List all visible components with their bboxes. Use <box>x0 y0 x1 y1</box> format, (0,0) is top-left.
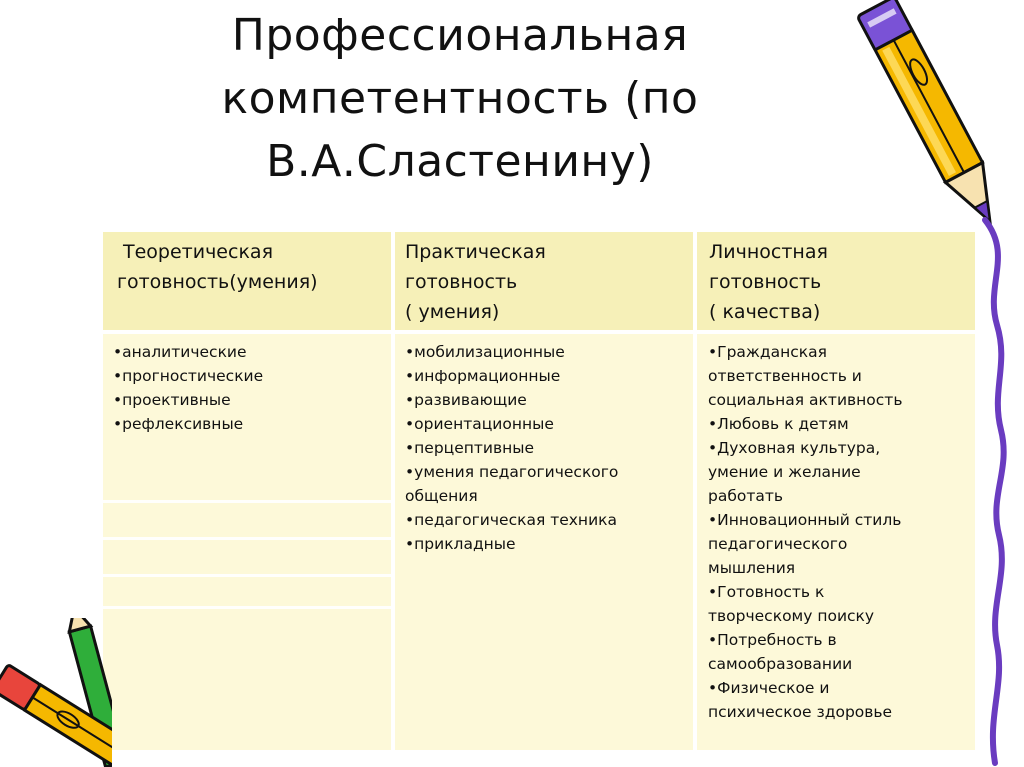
list-item: мышления <box>708 559 796 577</box>
header-line: готовность <box>405 271 518 293</box>
list-item: •рефлексивные <box>113 415 244 433</box>
header-line: ( качества) <box>709 301 821 323</box>
list-item: ответственность и <box>708 367 862 385</box>
list-item: •прогностические <box>113 367 264 385</box>
column-divider <box>693 232 697 750</box>
pencil-icon <box>0 618 112 767</box>
row-divider <box>103 537 391 540</box>
list-item: •ориентационные <box>405 415 554 433</box>
list-item: •прикладные <box>405 535 516 553</box>
title-line-2: компетентность (по <box>221 73 699 124</box>
header-line: готовность <box>709 271 822 293</box>
list-item: •умения педагогического <box>405 463 619 481</box>
list-item: •Духовная культура, <box>708 439 881 457</box>
list-item: общения <box>405 487 478 505</box>
list-item: •мобилизационные <box>405 343 565 361</box>
title-line-1: Профессиональная <box>231 10 689 61</box>
table-column-theoretical <box>103 232 391 750</box>
table-header-theoretical <box>103 232 391 335</box>
list-item: •Физическое и <box>708 679 830 697</box>
list-item: •аналитические <box>113 343 247 361</box>
table-header-personal <box>697 232 975 335</box>
squiggle-line <box>975 215 1024 767</box>
table-cell-personal <box>697 334 975 750</box>
pencil-icon <box>855 0 1015 245</box>
table-cell-practical <box>395 334 693 750</box>
list-item: •Гражданская <box>708 343 827 361</box>
title-line-3: В.А.Сластенину) <box>266 136 654 187</box>
list-item: работать <box>708 487 784 505</box>
table-column-personal <box>697 232 975 750</box>
header-line: Практическая <box>405 241 546 263</box>
list-item: •информационные <box>405 367 561 385</box>
column-divider <box>391 232 395 750</box>
list-item: •Любовь к детям <box>708 415 849 433</box>
header-line: готовность(умения) <box>117 271 318 293</box>
list-item: •проективные <box>113 391 231 409</box>
header-line: Теоретическая <box>123 241 273 263</box>
list-item: педагогического <box>708 535 848 553</box>
list-item: •Инновационный стиль <box>708 511 902 529</box>
list-item: социальная активность <box>708 391 903 409</box>
list-item: умение и желание <box>708 463 861 481</box>
table-cell-theoretical <box>103 334 391 750</box>
row-divider <box>103 500 391 503</box>
header-divider <box>103 330 975 334</box>
list-item: •развивающие <box>405 391 527 409</box>
row-divider <box>103 606 391 609</box>
list-item: •Потребность в <box>708 631 837 649</box>
list-item: •перцептивные <box>405 439 535 457</box>
list-item: творческому поиску <box>708 607 875 625</box>
list-item: психическое здоровье <box>708 703 893 721</box>
row-divider <box>103 574 391 577</box>
list-item: •педагогическая техника <box>405 511 618 529</box>
table-column-practical <box>395 232 693 750</box>
competence-table <box>103 232 975 750</box>
list-item: •Готовность к <box>708 583 825 601</box>
list-item: самообразовании <box>708 655 853 673</box>
header-line: Личностная <box>709 241 828 263</box>
header-line: ( умения) <box>405 301 500 323</box>
slide-title <box>200 4 720 193</box>
table-header-practical <box>395 232 693 335</box>
